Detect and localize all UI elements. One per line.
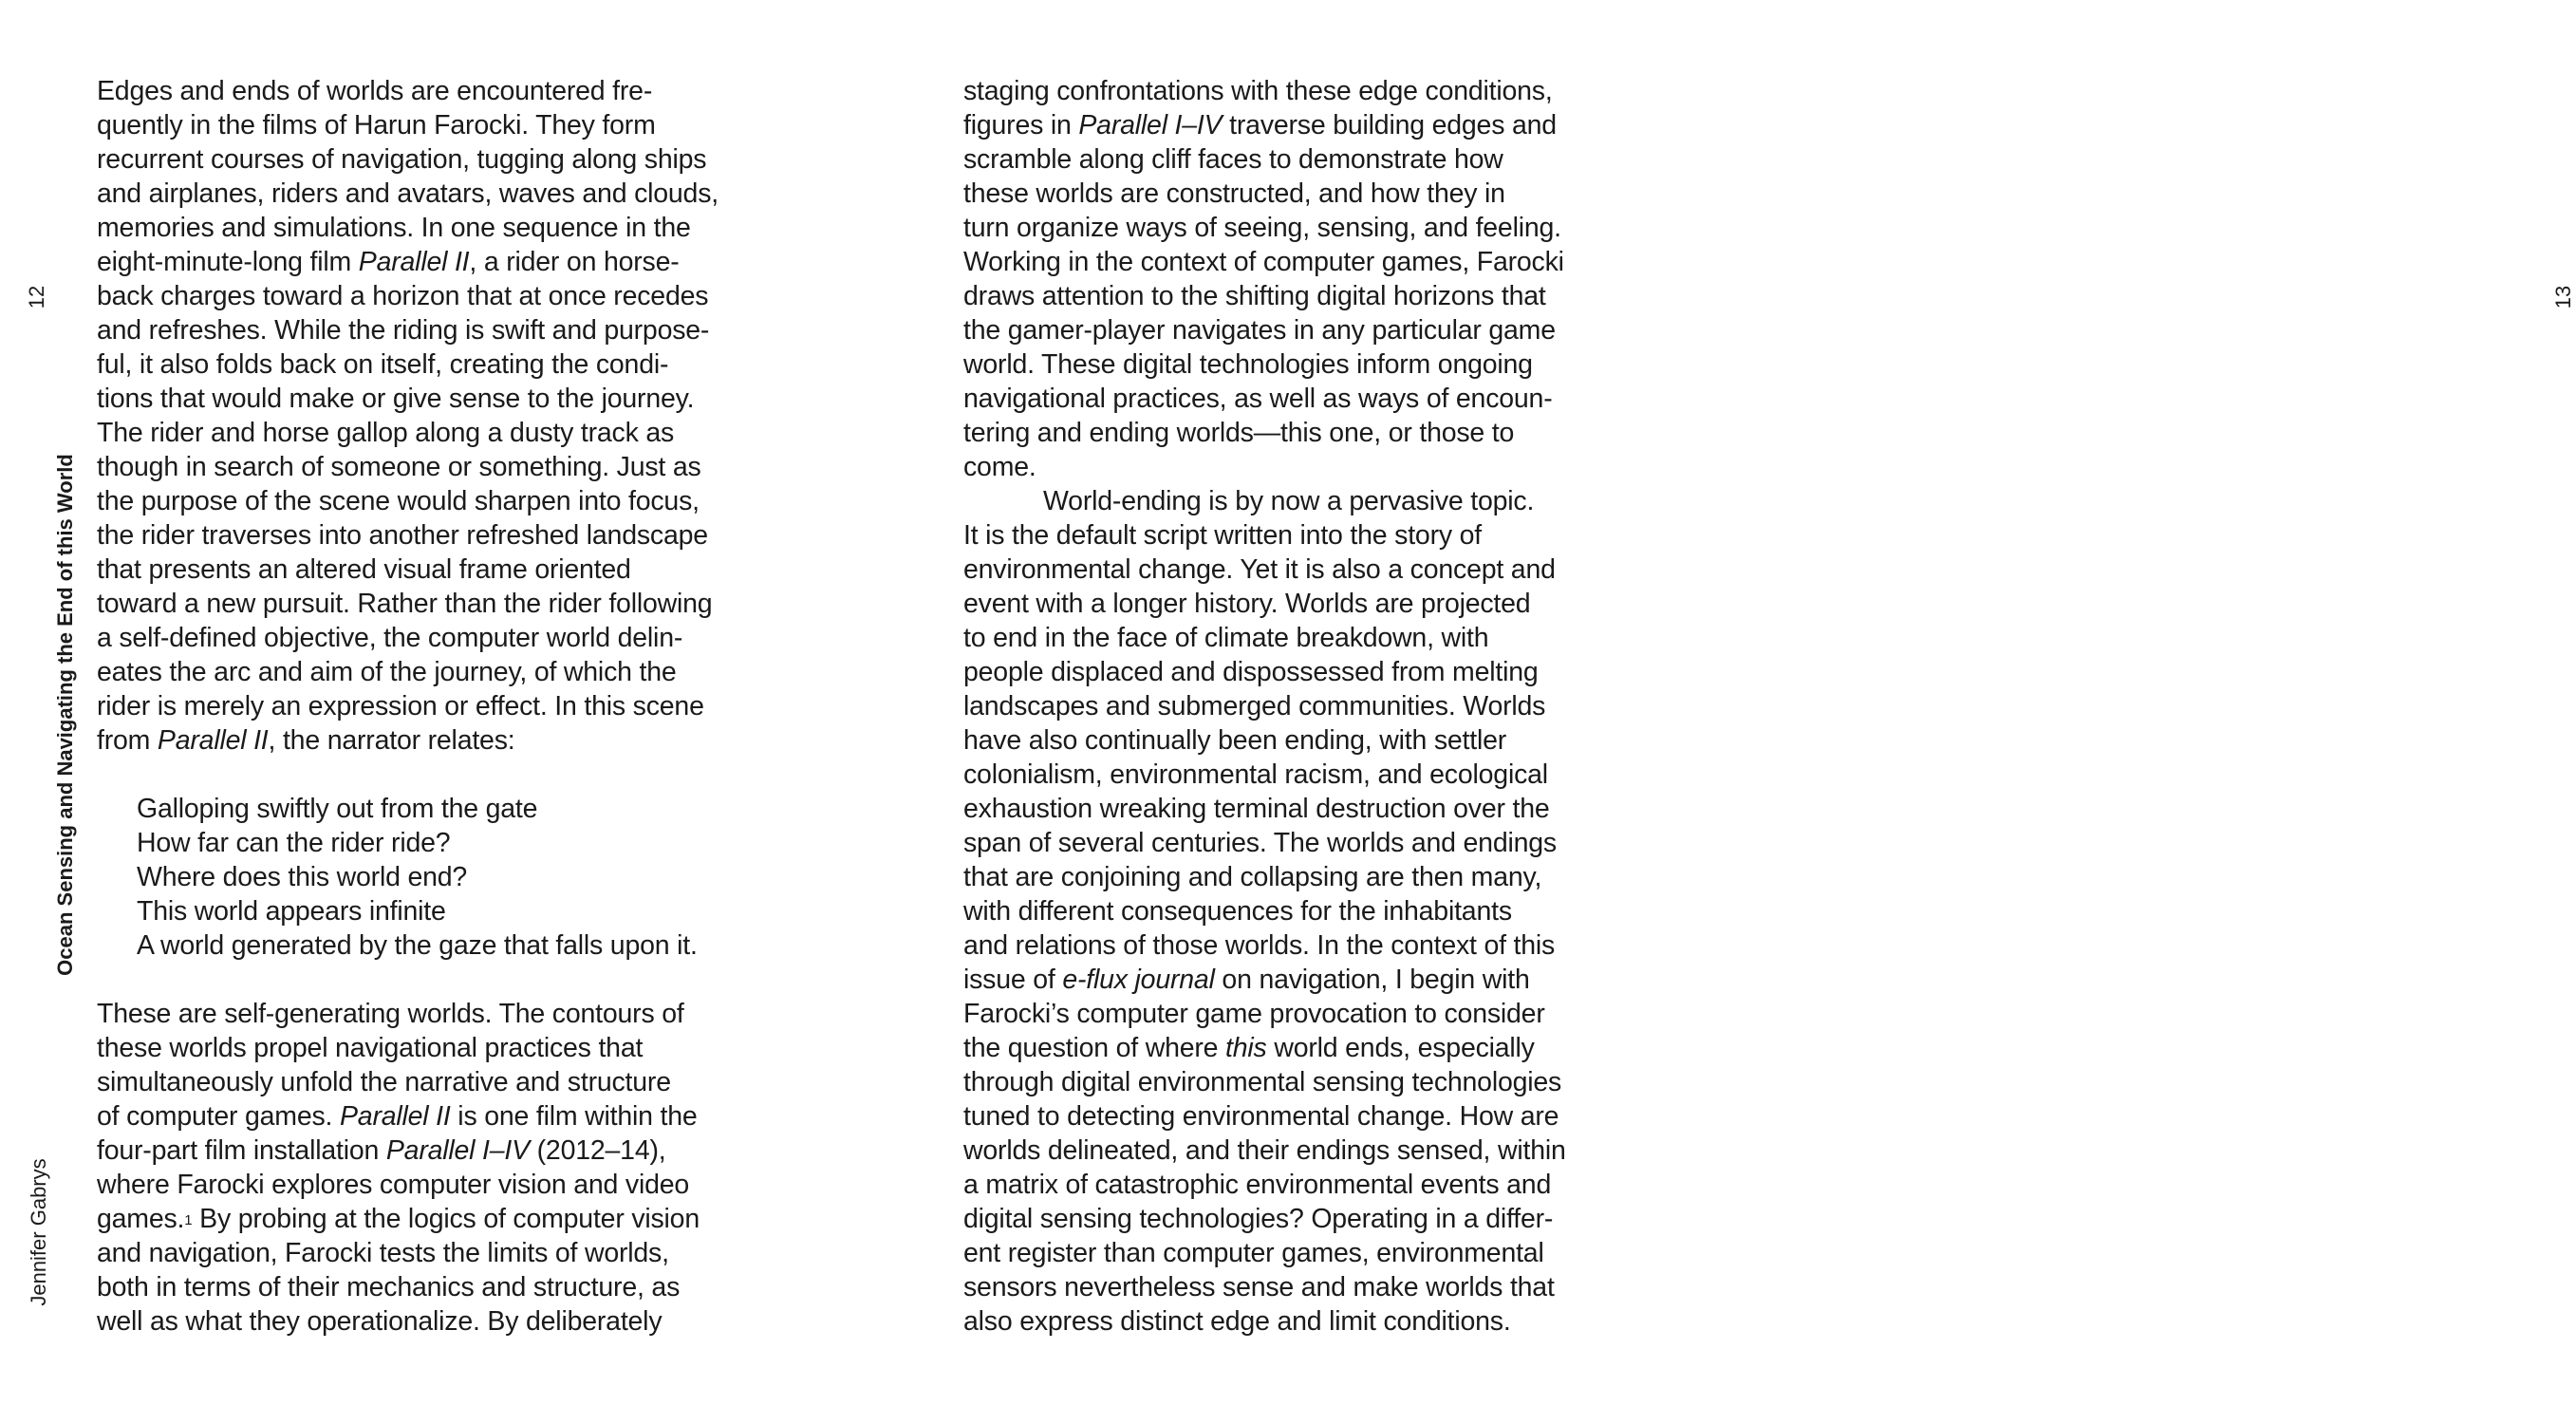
text-segment: and refreshes. While the riding is swift and purpose- xyxy=(97,315,710,346)
page-number: 12 xyxy=(25,285,48,309)
text-segment: landscapes and submerged communities. Worlds xyxy=(963,691,1546,721)
text-segment: four-part film installation xyxy=(97,1135,386,1166)
text-line xyxy=(97,997,780,1031)
text-segment: where Farocki explores computer vision and video xyxy=(97,1170,690,1200)
text-line xyxy=(97,211,780,245)
text-line xyxy=(963,587,1647,621)
text-segment: with different consequences for the inhabitants xyxy=(963,896,1512,927)
text-segment: tering and ending worlds—this one, or those to xyxy=(963,418,1515,448)
verse-line: This world appears infinite xyxy=(137,896,446,927)
text-line xyxy=(97,416,780,450)
text-segment: memories and simulations. In one sequence in the xyxy=(97,213,691,243)
text-line xyxy=(963,1134,1647,1168)
text-segment: tuned to detecting environmental change. How are xyxy=(963,1101,1559,1132)
text-segment: navigational practices, as well as ways of encoun- xyxy=(963,384,1553,414)
text-segment: these worlds propel navigational practices that xyxy=(97,1033,644,1063)
text-segment: that presents an altered visual frame oriented xyxy=(97,554,631,585)
text-segment: world. These digital technologies inform ongoing xyxy=(963,349,1533,380)
text-line xyxy=(97,1236,780,1270)
text-segment: though in search of someone or something. Just as xyxy=(97,452,701,482)
text-segment: come. xyxy=(963,452,1036,482)
text-segment: The rider and horse gallop along a dusty track as xyxy=(97,418,675,448)
blank-line xyxy=(97,758,780,792)
text-line xyxy=(97,450,780,484)
text-line xyxy=(963,1099,1647,1134)
text-line xyxy=(97,142,780,177)
text-segment: and relations of those worlds. In the context of this xyxy=(963,930,1556,961)
text-segment: that are conjoining and collapsing are then many, xyxy=(963,862,1542,892)
text-segment: digital sensing technologies? Operating in a differ- xyxy=(963,1204,1554,1234)
text-segment: traverse building edges and xyxy=(1222,110,1557,141)
running-title: Ocean Sensing and Navigating the End of this World xyxy=(53,454,77,976)
text-line xyxy=(963,484,1647,518)
text-line xyxy=(97,1031,780,1065)
text-segment: on navigation, I begin with xyxy=(1214,965,1530,995)
text-segment: toward a new pursuit. Rather than the rider following xyxy=(97,589,713,619)
running-author: Jennifer Gabrys xyxy=(27,1158,50,1306)
text-line xyxy=(963,1031,1647,1065)
right-text-column xyxy=(963,74,1647,1339)
text-segment: well as what they operationalize. By deliberately xyxy=(97,1306,663,1337)
text-segment: By probing at the logics of computer vision xyxy=(192,1204,700,1234)
page-number: 13 xyxy=(2551,285,2575,309)
text-line xyxy=(963,1304,1647,1339)
text-segment: , a rider on horse- xyxy=(469,247,680,277)
text-segment: also express distinct edge and limit conditions. xyxy=(963,1306,1511,1337)
text-segment: colonialism, environmental racism, and ecological xyxy=(963,759,1548,790)
text-segment: the rider traverses into another refreshed landscape xyxy=(97,520,708,551)
text-line xyxy=(963,860,1647,894)
text-segment: staging confrontations with these edge conditions, xyxy=(963,76,1553,106)
verse-line: Where does this world end? xyxy=(137,862,468,892)
text-line xyxy=(97,723,780,758)
text-segment: games. xyxy=(97,1204,185,1234)
text-segment: turn organize ways of seeing, sensing, and feeling. xyxy=(963,213,1561,243)
text-segment: world ends, especially xyxy=(1266,1033,1535,1063)
text-line xyxy=(963,74,1647,108)
text-segment: rider is merely an expression or effect. In this scene xyxy=(97,691,704,721)
text-segment: is one film within the xyxy=(450,1101,698,1132)
text-segment: tions that would make or give sense to the journey. xyxy=(97,384,695,414)
text-segment: eight-minute-long film xyxy=(97,247,359,277)
text-line xyxy=(963,553,1647,587)
paragraph xyxy=(97,74,780,758)
text-segment: draws attention to the shifting digital horizons that xyxy=(963,281,1546,311)
text-segment: issue of xyxy=(963,965,1063,995)
text-segment: sensors nevertheless sense and make worlds that xyxy=(963,1272,1555,1302)
verse-quote xyxy=(97,792,780,963)
text-line xyxy=(963,1270,1647,1304)
text-line xyxy=(963,758,1647,792)
text-segment: Farocki’s computer game provocation to consider xyxy=(963,999,1545,1029)
text-line xyxy=(97,108,780,142)
text-segment: the purpose of the scene would sharpen into focus, xyxy=(97,486,700,516)
text-line xyxy=(963,894,1647,928)
text-line xyxy=(963,347,1647,382)
text-line xyxy=(97,484,780,518)
blank-line xyxy=(97,963,780,997)
text-segment: Edges and ends of worlds are encountered fre- xyxy=(97,76,653,106)
text-line xyxy=(97,245,780,279)
text-segment: eates the arc and aim of the journey, of which the xyxy=(97,657,677,687)
text-line xyxy=(97,621,780,655)
text-line xyxy=(97,655,780,689)
text-segment: from xyxy=(97,725,158,756)
text-line xyxy=(97,313,780,347)
text-segment: and navigation, Farocki tests the limits of worlds, xyxy=(97,1238,669,1268)
text-line xyxy=(97,1099,780,1134)
text-line xyxy=(963,689,1647,723)
text-line xyxy=(963,621,1647,655)
text-line xyxy=(963,382,1647,416)
left-text-column xyxy=(97,74,780,1339)
text-segment: and airplanes, riders and avatars, waves and clouds, xyxy=(97,178,719,209)
text-line xyxy=(97,74,780,108)
text-segment: quently in the films of Harun Farocki. They form xyxy=(97,110,656,141)
text-segment: It is the default script written into the story of xyxy=(963,520,1483,551)
text-line xyxy=(97,1168,780,1202)
text-segment: Working in the context of computer games, Farocki xyxy=(963,247,1564,277)
text-segment: scramble along cliff faces to demonstrate how xyxy=(963,144,1503,175)
text-line xyxy=(963,142,1647,177)
verse-line: Galloping swiftly out from the gate xyxy=(137,794,538,824)
text-segment: of computer games. xyxy=(97,1101,340,1132)
text-line xyxy=(97,1065,780,1099)
text-line xyxy=(963,792,1647,826)
text-line xyxy=(963,997,1647,1031)
paragraph xyxy=(963,484,1647,1339)
verse-line: A world generated by the gaze that falls upon it. xyxy=(137,930,698,961)
text-segment: the gamer-player navigates in any particular game xyxy=(963,315,1556,346)
text-line xyxy=(963,279,1647,313)
text-line xyxy=(963,313,1647,347)
text-line xyxy=(963,450,1647,484)
text-line xyxy=(97,347,780,382)
text-line xyxy=(963,416,1647,450)
text-line xyxy=(963,1065,1647,1099)
text-segment: both in terms of their mechanics and structure, as xyxy=(97,1272,681,1302)
text-segment: back charges toward a horizon that at once recedes xyxy=(97,281,709,311)
text-segment: environmental change. Yet it is also a concept and xyxy=(963,554,1556,585)
text-segment: simultaneously unfold the narrative and structure xyxy=(97,1067,671,1097)
verse-line: How far can the rider ride? xyxy=(137,828,451,858)
text-line xyxy=(963,108,1647,142)
text-segment: have also continually been ending, with settler xyxy=(963,725,1507,756)
text-line xyxy=(963,963,1647,997)
text-line xyxy=(97,553,780,587)
text-segment: the question of where xyxy=(963,1033,1226,1063)
text-segment: recurrent courses of navigation, tugging along ships xyxy=(97,144,707,175)
text-line xyxy=(963,211,1647,245)
text-segment: exhaustion wreaking terminal destruction over the xyxy=(963,794,1550,824)
text-segment: a matrix of catastrophic environmental events and xyxy=(963,1170,1552,1200)
text-segment: people displaced and dispossessed from melting xyxy=(963,657,1539,687)
text-line xyxy=(963,1236,1647,1270)
text-line xyxy=(97,689,780,723)
text-segment: event with a longer history. Worlds are projected xyxy=(963,589,1531,619)
text-segment: worlds delineated, and their endings sensed, within xyxy=(963,1135,1566,1166)
text-line xyxy=(963,723,1647,758)
text-line xyxy=(97,1134,780,1168)
text-line xyxy=(97,279,780,313)
text-line xyxy=(97,587,780,621)
text-line xyxy=(963,1202,1647,1236)
text-segment: (2012–14), xyxy=(529,1135,666,1166)
text-segment: , the narrator relates: xyxy=(268,725,515,756)
text-segment: span of several centuries. The worlds and endings xyxy=(963,828,1557,858)
left-page xyxy=(0,0,864,1424)
text-segment: a self-defined objective, the computer world delin- xyxy=(97,623,683,653)
italic-text: Parallel II xyxy=(157,725,269,756)
italic-text: this xyxy=(1225,1033,1267,1063)
text-line xyxy=(963,177,1647,211)
text-line xyxy=(963,928,1647,963)
italic-text: Parallel I–IV xyxy=(1078,110,1223,141)
text-line xyxy=(97,518,780,553)
italic-text: e-flux journal xyxy=(1062,965,1215,995)
text-line xyxy=(963,518,1647,553)
text-segment: figures in xyxy=(963,110,1079,141)
text-line xyxy=(97,382,780,416)
text-line xyxy=(963,245,1647,279)
text-line xyxy=(97,1304,780,1339)
text-segment: ful, it also folds back on itself, creating the condi- xyxy=(97,349,669,380)
paragraph xyxy=(963,74,1647,484)
text-segment: ent register than computer games, environmental xyxy=(963,1238,1544,1268)
italic-text: Parallel II xyxy=(339,1101,451,1132)
text-segment: these worlds are constructed, and how they in xyxy=(963,178,1505,209)
text-line xyxy=(97,177,780,211)
text-segment: to end in the face of climate breakdown, with xyxy=(963,623,1489,653)
footnote-marker: 1 xyxy=(184,1212,193,1228)
paragraph xyxy=(97,997,780,1339)
text-line xyxy=(963,655,1647,689)
text-line xyxy=(97,1202,780,1236)
text-segment: through digital environmental sensing technologies xyxy=(963,1067,1562,1097)
text-line xyxy=(963,1168,1647,1202)
text-line xyxy=(97,1270,780,1304)
italic-text: Parallel I–IV xyxy=(385,1135,530,1166)
right-page xyxy=(864,0,2575,1424)
text-segment: World-ending is by now a pervasive topic. xyxy=(1043,486,1535,516)
text-line xyxy=(963,826,1647,860)
text-segment: These are self-generating worlds. The contours of xyxy=(97,999,684,1029)
italic-text: Parallel II xyxy=(358,247,470,277)
